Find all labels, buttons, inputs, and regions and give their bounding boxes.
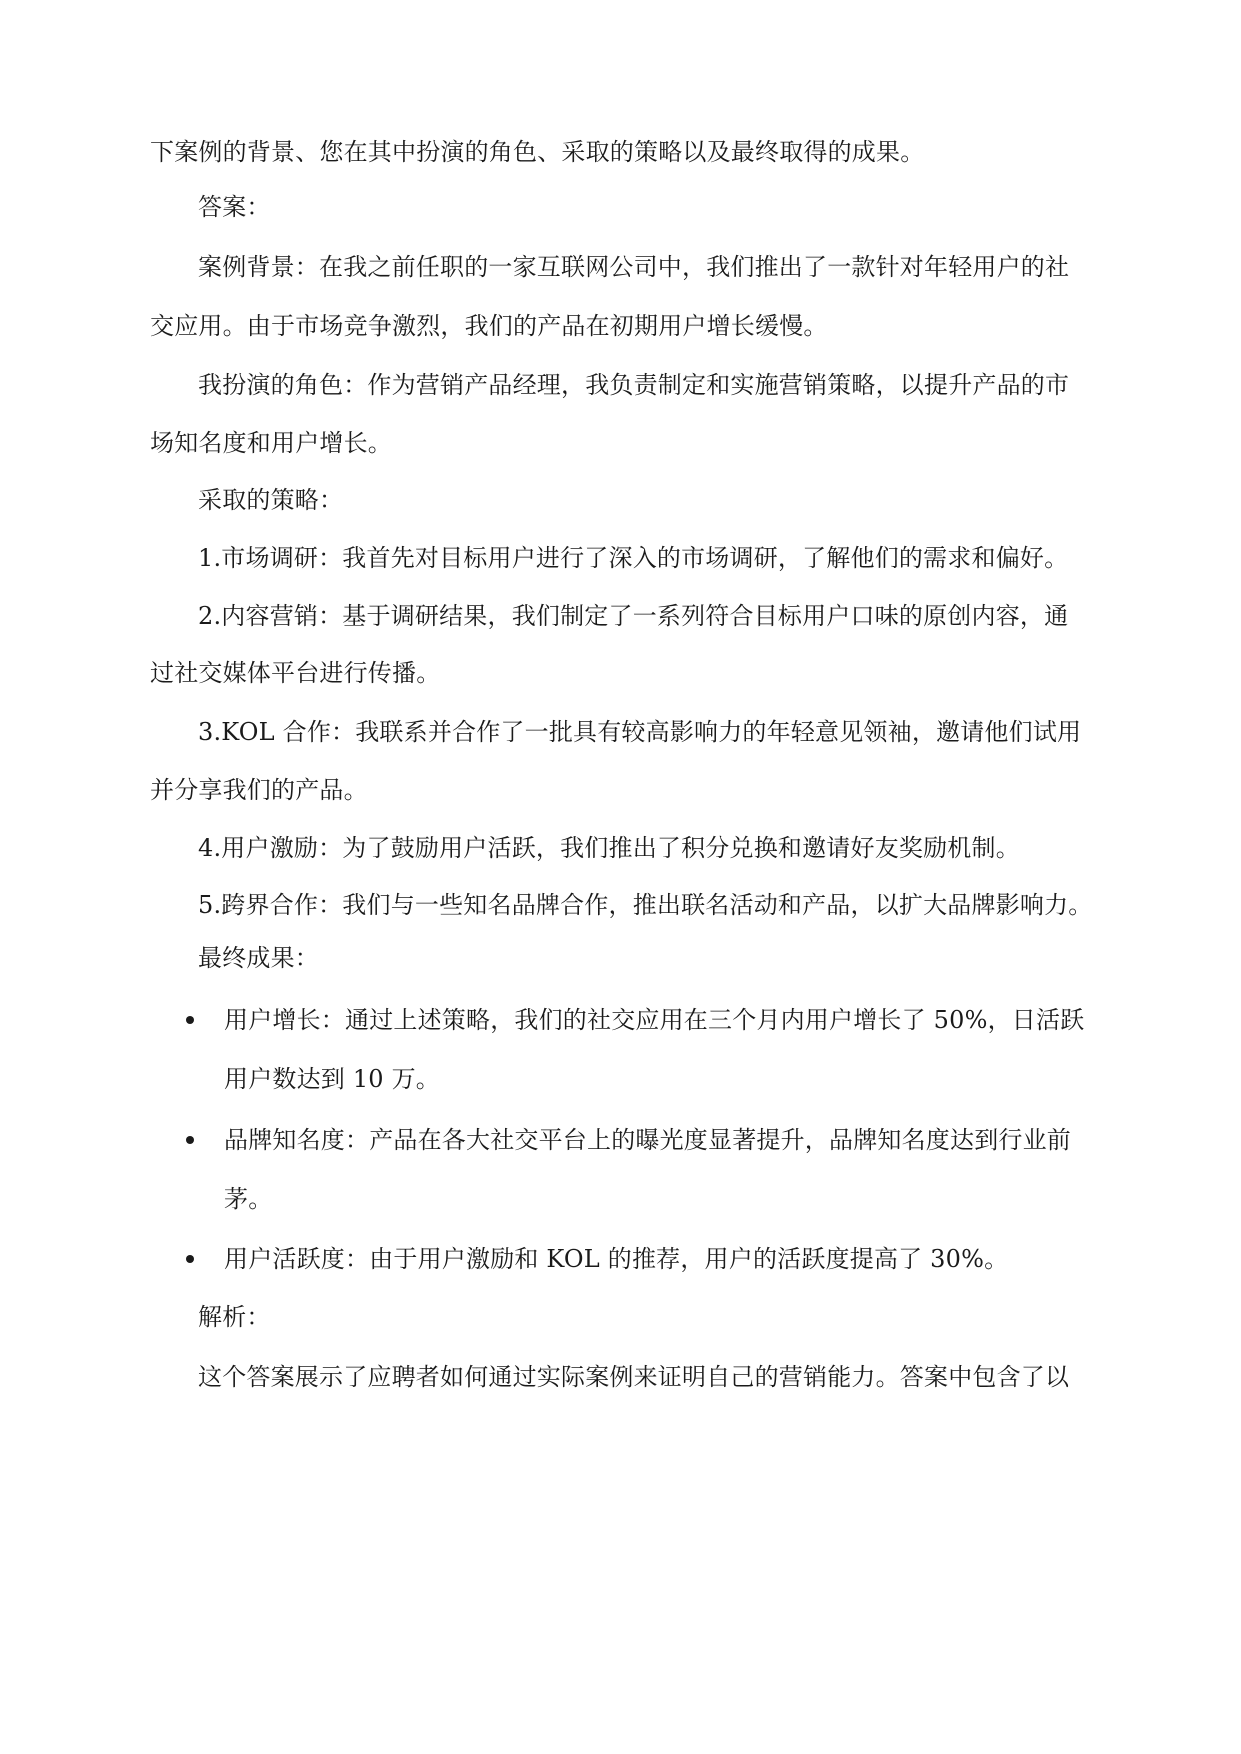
background-line-1: 案例背景：在我之前任职的一家互联网公司中，我们推出了一款针对年轻用户的社 [198, 253, 1070, 281]
bullet-dot [186, 1255, 194, 1263]
answer-label: 答案： [198, 193, 271, 221]
strategy-2-line-1: 2.内容营销：基于调研结果，我们制定了一系列符合目标用户口味的原创内容，通 [198, 602, 1069, 630]
intro-tail: 下案例的背景、您在其中扮演的角色、采取的策略以及最终取得的成果。 [150, 138, 925, 166]
results-label: 最终成果： [198, 944, 319, 972]
result-2-line-2: 茅。 [224, 1185, 273, 1213]
result-1-line-2: 用户数达到 10 万。 [224, 1065, 440, 1093]
strategy-4-line-1: 4.用户激励：为了鼓励用户活跃，我们推出了积分兑换和邀请好友奖励机制。 [198, 834, 1020, 862]
analysis-line-1: 这个答案展示了应聘者如何通过实际案例来证明自己的营销能力。答案中包含了以 [198, 1363, 1070, 1391]
strategy-3-line-2: 并分享我们的产品。 [150, 776, 368, 804]
bullet-dot [186, 1016, 194, 1024]
strategy-3-line-1: 3.KOL 合作：我联系并合作了一批具有较高影响力的年轻意见领袖，邀请他们试用 [198, 718, 1082, 746]
role-line-2: 场知名度和用户增长。 [150, 429, 392, 457]
background-line-2: 交应用。由于市场竞争激烈，我们的产品在初期用户增长缓慢。 [150, 312, 828, 340]
result-1-line-1: 用户增长：通过上述策略，我们的社交应用在三个月内用户增长了 50%，日活跃 [224, 1006, 1085, 1034]
strategy-1-line-1: 1.市场调研：我首先对目标用户进行了深入的市场调研，了解他们的需求和偏好。 [198, 544, 1069, 572]
strategy-label: 采取的策略： [198, 486, 344, 514]
result-3-line-1: 用户活跃度：由于用户激励和 KOL 的推荐，用户的活跃度提高了 30%。 [224, 1245, 1009, 1273]
result-2-line-1: 品牌知名度：产品在各大社交平台上的曝光度显著提升，品牌知名度达到行业前 [224, 1126, 1071, 1154]
analysis-label: 解析： [198, 1303, 271, 1331]
strategy-5-line-1: 5.跨界合作：我们与一些知名品牌合作，推出联名活动和产品，以扩大品牌影响力。 [198, 891, 1093, 919]
strategy-2-line-2: 过社交媒体平台进行传播。 [150, 659, 441, 687]
bullet-dot [186, 1136, 194, 1144]
role-line-1: 我扮演的角色：作为营销产品经理，我负责制定和实施营销策略，以提升产品的市 [198, 371, 1070, 399]
